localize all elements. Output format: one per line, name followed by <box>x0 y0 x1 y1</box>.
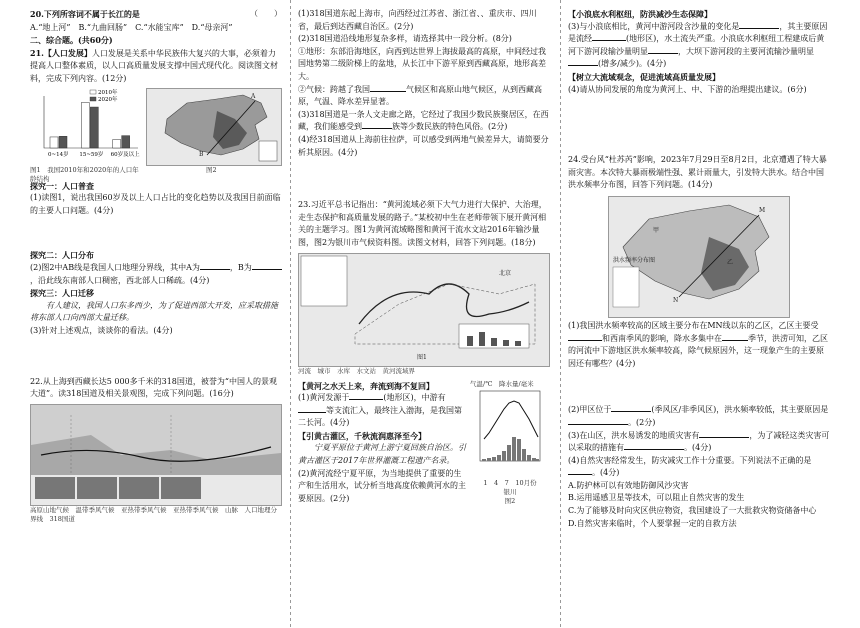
map-legend-title: 洪水频率分布图 <box>613 256 656 264</box>
q22-2-climate: ②气候：跨越了我国 气候区和高原山地气候区，从到西藏高原，气温、降水差异显著。 <box>298 84 542 107</box>
q20-options: A.“地上河” B.“九曲回肠” C.“水能宝库” D.“母亲河” <box>30 22 233 32</box>
route-318-map <box>30 404 282 506</box>
explore-3-question: (3)针对上述观点，谈谈你的看法。(4分) <box>30 325 173 335</box>
flood-frequency-map <box>608 196 790 318</box>
china-population-map <box>146 88 282 166</box>
answer-space[interactable] <box>568 370 830 404</box>
photo-3 <box>119 477 159 499</box>
photo-4 <box>161 477 201 499</box>
explore-2-question: (2)图2中AB线是我国人口地理分界线，其中A为 ，B为，沿此线东南部人口稠密，西北部人口稀疏。(4分) <box>30 262 282 287</box>
q22: 22.从上海到西藏长达5 000多千米的318国道，被誉为“中国人的景观大道”。读318国道及相关景观图，完成下列问题。(16分) <box>30 376 277 399</box>
blank[interactable] <box>699 437 749 438</box>
climate-graph <box>470 389 550 475</box>
explore-3-title: 探究三：人口迁移 <box>30 288 94 299</box>
blank[interactable] <box>298 412 326 413</box>
q24-4: (4)自然灾害经常发生，防灾减灾工作十分重要。下列说法不正确的是。(4分) <box>568 455 812 478</box>
legend-swatch <box>90 90 96 94</box>
map-label-m: M <box>759 206 766 214</box>
answer-space[interactable] <box>30 217 282 249</box>
x-tick-label: 15~59岁 <box>79 151 104 158</box>
blank[interactable] <box>370 91 406 92</box>
blank[interactable] <box>568 65 598 66</box>
answer-space[interactable] <box>30 338 282 376</box>
irrigation-quote: 宁夏平原位于黄河上游宁夏回族自治区。引黄古灌区于2017年世界灌溉工程遗产名录。 <box>298 443 466 466</box>
legend-label: 2010年 <box>98 89 118 96</box>
q21: 21.【人口发展】人口发展是关系中华民族伟大复兴的大事，必须着力提高人口整体素质，以人口高质量发展支撑中国式现代化。阅读图文材料，完成下列内容。(12分) <box>30 47 278 83</box>
photo-1 <box>35 477 75 499</box>
map-label-jia: 甲 <box>653 226 660 234</box>
section-xiaolangdi: 【小浪底水利枢纽，防洪减沙生态保障】 <box>568 9 712 19</box>
q24-2: (2)甲区位于 (季风区/非季风区)，洪水频率较低，其主要原因是。(2分) <box>568 405 829 427</box>
q23-lower <box>298 380 550 530</box>
q23-3: (3)与小浪底相比，黄河中游河段含沙量的变化是 ，其主要原因是流经 (地形区)，水土流失严重。小浪底水利枢纽工程建成后黄河下游河段输沙量明显 ，大坝下游河段的主要河流输沙量明显(增多/减少)。(4分) <box>568 21 828 69</box>
photo-2 <box>77 477 117 499</box>
bar-0-0 <box>50 137 58 148</box>
explore-1-title: 探究一：人口普查 <box>30 180 94 191</box>
option-c[interactable]: C.为了能够及时向灾区供应物资，我国建设了一大批救灾物资储备中心 <box>568 506 817 516</box>
blank[interactable] <box>568 474 592 475</box>
column-divider <box>290 0 291 628</box>
map-label-n: N <box>673 296 679 304</box>
column-2 <box>298 8 550 530</box>
map-label-a: A <box>251 92 256 100</box>
map-label-beijing: 北京 <box>499 269 512 277</box>
section-irrigation: 【引黄古灌区，千秋流润惠泽至今】 <box>298 430 426 441</box>
climate-fig-label: 图2 <box>504 497 516 506</box>
fig1-caption: 图1 我国2010年和2020年的人口年龄结构 <box>30 165 139 183</box>
x-tick-label: 0~14岁 <box>48 151 69 158</box>
q22-4: (4)经318国道从上海前往拉萨，可以感受到两地气候差异大，请简要分析其原因。(4分) <box>298 134 549 157</box>
blank[interactable] <box>739 28 779 29</box>
population-age-bar-chart <box>30 88 142 166</box>
bar-1-0 <box>59 136 67 148</box>
q22-2: (2)318国道沿线地形复杂多样，请选择其中一段分析。(8分) <box>298 34 512 44</box>
legend-swatch <box>90 97 96 101</box>
q23-1: (1)黄河发源于 (地形区)，中游有等支流汇入，最终注入渤海，是我国第二长河。(4分) <box>298 393 462 428</box>
bar-0-2 <box>113 139 121 147</box>
section-2-title: 二、综合题。(共60分) <box>30 35 113 46</box>
column-1 <box>30 8 282 524</box>
blank[interactable] <box>592 40 626 41</box>
explore-2-title: 探究二：人口分布 <box>30 250 94 261</box>
q21-figures <box>30 88 282 183</box>
blank[interactable] <box>568 424 628 425</box>
legend-label: 2020年 <box>98 96 118 103</box>
answer-space[interactable] <box>568 96 830 154</box>
map-fig-label: 图1 <box>417 353 427 361</box>
blank[interactable] <box>568 340 602 341</box>
fig2-caption: 图2 <box>206 165 217 174</box>
explore-3-quote: 有人建议，我国人口东多西少，为了促进西部大开发，应采取措施将东部人口向西部大量迁移。 <box>30 300 278 323</box>
climate-precip-label: 降水量/毫米 <box>498 379 534 388</box>
q24-1: (1)我国洪水频率较高的区域主要分布在MN线以东的乙区，乙区主要受和西南季风的影响，降水多集中在 季节，洪涝可知，乙区的河流中下游地区洪水频率较高，除气候原因外，这一现象产生的主要原因还有哪些？(4分) <box>568 320 828 368</box>
section-watershed: 【树立大流域观念，促进流域高质量发展】 <box>568 71 720 82</box>
column-3 <box>568 8 830 530</box>
blank[interactable] <box>362 128 392 129</box>
route-map-legend: 高原山地气候 温带季风气候 亚热带季风气候 亚热带季风气候 山脉 人口地理分界线 318国道 <box>30 505 277 523</box>
q23-4: (4)请从协同发展的角度为黄河上、中、下游的治理提出建议。(6分) <box>568 84 807 94</box>
option-b[interactable]: B.运用遥感卫星等技术，可以阻止自然灾害的发生 <box>568 493 745 503</box>
bar-0-1 <box>81 102 89 148</box>
blank[interactable] <box>611 411 651 412</box>
q22-3: (3)318国道是一条人文走廊之路，它经过了我国少数民族聚居区，在西藏，我们能感受到 族等少数民族的特色风俗。(2分) <box>298 109 549 132</box>
bar-1-1 <box>90 107 98 148</box>
q24-3: (3)在山区，洪水易诱发的地质灾害有 ，为了减轻这类灾害可以采取的措施有 。(4分) <box>568 430 830 453</box>
q23-questions <box>298 380 466 506</box>
blank[interactable] <box>648 53 678 54</box>
climate-city: 银川 <box>503 488 517 497</box>
column-divider <box>560 0 561 628</box>
blank[interactable] <box>252 269 282 270</box>
option-d[interactable]: D.自然灾害来临时，个人要掌握一定的自救方法 <box>568 518 737 528</box>
bar-1-2 <box>122 135 130 147</box>
option-a[interactable]: A.防护林可以有效地防御风沙灾害 <box>568 480 689 490</box>
yinchuan-climate-chart <box>470 379 550 506</box>
section-yellow-river-source: 【黄河之水天上来，奔流到海不复回】 <box>298 380 434 391</box>
blank[interactable] <box>200 269 230 270</box>
blank[interactable] <box>722 340 748 341</box>
landscape-photos <box>35 477 203 504</box>
q23: 23.习近平总书记指出：“黄河流域必须下大气力进行大保护、大治理，走生态保护和高质量发展的路子。”某校初中生在老师带领下展开黄河相关的主题学习。图1为黄河流域略图和黄河干流水文站2016年输沙量图，图2为银川市气候资料图。读图文材料，回答下列问题。(18分) <box>298 200 547 247</box>
map-label-yi: 乙 <box>727 258 734 266</box>
x-tick-label: 60岁及以上 <box>110 151 140 158</box>
blank[interactable] <box>349 399 383 400</box>
climate-months: 1 4 7 10月份 <box>483 479 537 488</box>
q22-1: (1)318国道东起上海市，向西经过江苏省、浙江省、、重庆市、四川省，最后到达西藏自治区。(2分) <box>298 9 537 31</box>
climate-temp-label: 气温/℃ <box>470 379 493 388</box>
yellow-river-map <box>298 253 550 367</box>
q20: 20.下列所容词不属于长江的是 （ ） <box>30 9 282 19</box>
q22-2-terrain: ①地形：东部沿海地区，向西到达世界上海拔最高的高原，中间经过我国地势第二级阶梯上的盆地，从长江中下游平原到西藏高原，地形高差大。 <box>298 46 546 81</box>
map-label-b: B <box>199 150 204 158</box>
answer-space[interactable] <box>298 159 550 199</box>
explore-1-question: (1)读图1，说出我国60岁及以上人口占比的变化趋势以及我国目前面临的主要人口问题。(4分) <box>30 193 281 215</box>
q24: 24.受台风“杜苏芮”影响，2023年7月29日至8月2日，北京遭遇了特大暴雨灾害。本次特大暴雨极端性强、累计雨量大，引发特大洪水。结合中国洪水频率分布图，回答下列问题。(14分) <box>568 155 827 190</box>
blank[interactable] <box>624 449 684 450</box>
yellow-river-map-legend: 河流 城市 水库 水文站 黄河流域界 <box>298 366 415 375</box>
q23-2: (2)黄河流经宁夏平原，为当地提供了重要的生产和生活用水，试分析当地高度依赖黄河水的主要原因。(2分) <box>298 468 466 503</box>
